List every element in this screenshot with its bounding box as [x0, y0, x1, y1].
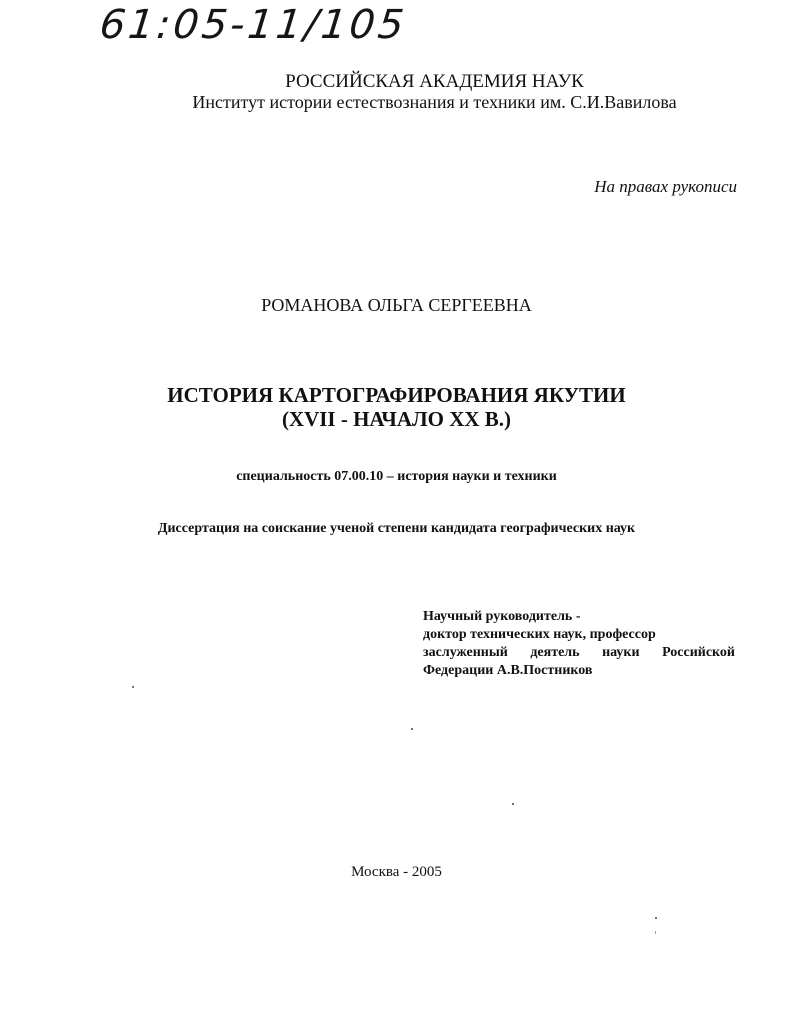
supervisor-name: Федерации А.В.Постников — [423, 663, 593, 678]
scan-speck — [411, 728, 413, 730]
title-line-2: (XVII - НАЧАЛО XX В.) — [281, 407, 512, 431]
supervisor-label: Научный руководитель - — [423, 609, 581, 624]
institute-name: Институт истории естествознания и техники им. С.И.Вавилова — [192, 92, 677, 112]
supervisor-degree: доктор технических наук, профессор — [423, 627, 656, 642]
scan-speck — [655, 931, 656, 934]
scan-speck — [132, 686, 134, 688]
specialty-code: специальность 07.00.10 – история науки и техники — [236, 469, 557, 484]
supervisor-honor: заслуженный деятель науки Российской — [423, 645, 735, 660]
author-name: РОМАНОВА ОЛЬГА СЕРГЕЕВНА — [261, 295, 532, 315]
organization-name: РОССИЙСКАЯ АКАДЕМИЯ НАУК — [285, 71, 584, 92]
title-line-1: ИСТОРИЯ КАРТОГРАФИРОВАНИЯ ЯКУТИИ — [167, 383, 626, 407]
scan-speck — [512, 803, 514, 805]
manuscript-rights-note: На правах рукописи — [594, 177, 737, 196]
supervisor-block — [423, 608, 735, 680]
city-and-year: Москва - 2005 — [351, 864, 442, 880]
scan-speck — [655, 917, 657, 919]
handwritten-catalog-number: 61:05-11/105 — [97, 2, 409, 48]
dissertation-type: Диссертация на соискание ученой степени кандидата географических наук — [157, 521, 636, 536]
